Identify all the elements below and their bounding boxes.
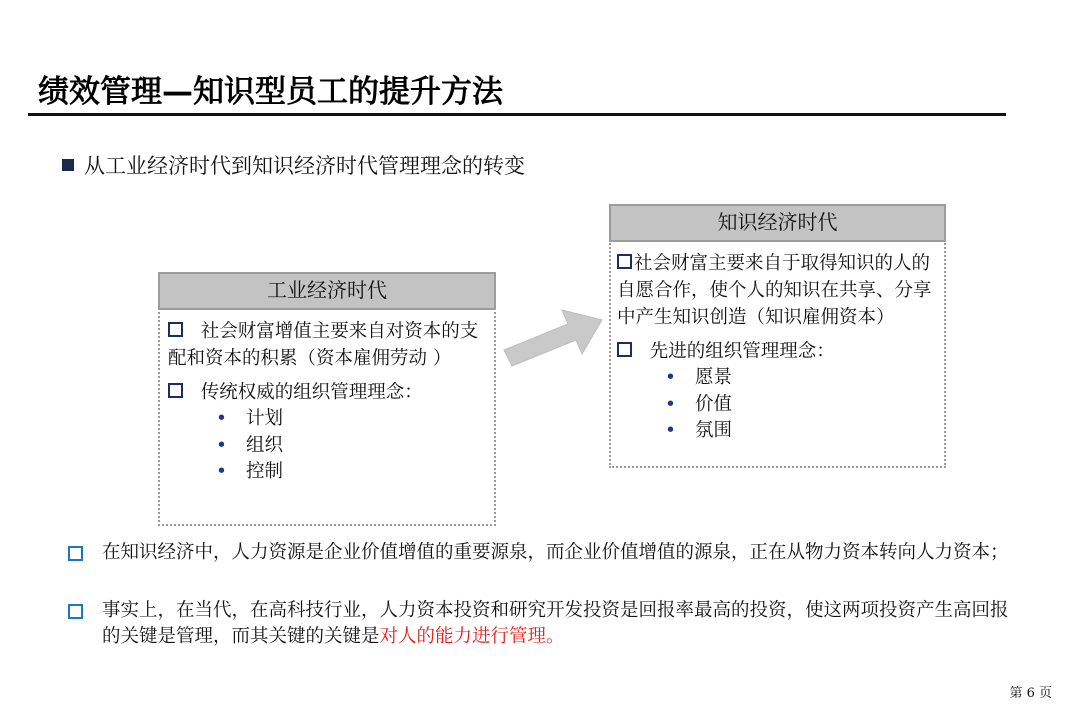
list-item [617,392,938,419]
dot-bullet-icon: • [665,367,676,388]
list-item-text: 控制 [246,461,284,482]
knowledge-era-box [609,204,946,468]
list-item-text: 氛围 [695,420,733,441]
hollow-square-bullet-icon [617,342,632,357]
knowledge-point-wealth-text: 社会财富主要来自于取得知识的人的自愿合作，使个人的知识在共享、分享中产生知识创造（知识雇佣资本） [617,253,932,328]
hollow-square-bullet-icon [617,254,632,269]
industrial-point-mgmt-text: 传统权威的组织管理理念： [200,382,423,403]
section-heading [62,150,525,180]
knowledge-era-body [617,250,938,445]
hollow-square-bullet-icon [168,383,183,398]
list-item [168,459,488,486]
industrial-point-mgmt [168,379,488,406]
hollow-square-bullet-icon [68,546,83,561]
dot-bullet-icon: • [665,393,676,415]
industrial-point-wealth-text: 社会财富增值主要来自对资本的支配和资本的积累（资本雇佣劳动 ） [168,321,479,369]
bottom-point-1-text: 在知识经济中，人力资源是企业价值增值的重要源泉，而企业价值增值的源泉，正在从物力资本转向人力资本； [102,542,1009,563]
list-item [168,433,488,460]
bottom-point-2 [68,598,1018,650]
section-heading-text: 从工业经济时代到知识经济时代管理理念的转变 [84,154,525,178]
list-item [617,418,938,445]
bottom-point-1 [68,540,1018,566]
square-bullet-icon [62,159,74,171]
hollow-square-bullet-icon [68,604,83,619]
knowledge-point-mgmt-text: 先进的组织管理理念： [649,341,835,362]
list-item-text: 组织 [246,434,284,456]
bottom-point-2-highlight: 对人的能力进行管理。 [379,626,565,647]
knowledge-era-header: 知识经济时代 [609,204,946,242]
dot-bullet-icon: • [216,408,227,429]
industrial-era-body [168,318,488,486]
page-title: 绩效管理—知识型员工的提升方法 [38,74,503,110]
knowledge-point-wealth [617,250,938,331]
industrial-point-wealth [168,318,488,372]
title-underline [28,113,1006,116]
page-number: 第 6 页 [1009,686,1052,701]
list-item [617,365,938,392]
list-item [168,406,488,433]
dot-bullet-icon: • [216,461,227,482]
list-item-text: 愿景 [695,367,733,388]
dot-bullet-icon: • [665,420,676,441]
bottom-point-2-normal: 事实上，在当代，在高科技行业，人力资本投资和研究开发投资是回报率最高的投资，使这两项投资产生高回报的关键是管理，而其关键的关键是 [102,600,1009,647]
list-item-text: 计划 [246,408,284,429]
dot-bullet-icon: • [216,434,227,456]
list-item-text: 价值 [695,393,733,415]
transition-arrow-icon [498,302,610,374]
bottom-point-2-text [102,598,1018,650]
hollow-square-bullet-icon [168,322,183,337]
industrial-era-box [158,272,496,526]
industrial-era-header: 工业经济时代 [158,272,496,310]
knowledge-point-mgmt [617,338,938,365]
